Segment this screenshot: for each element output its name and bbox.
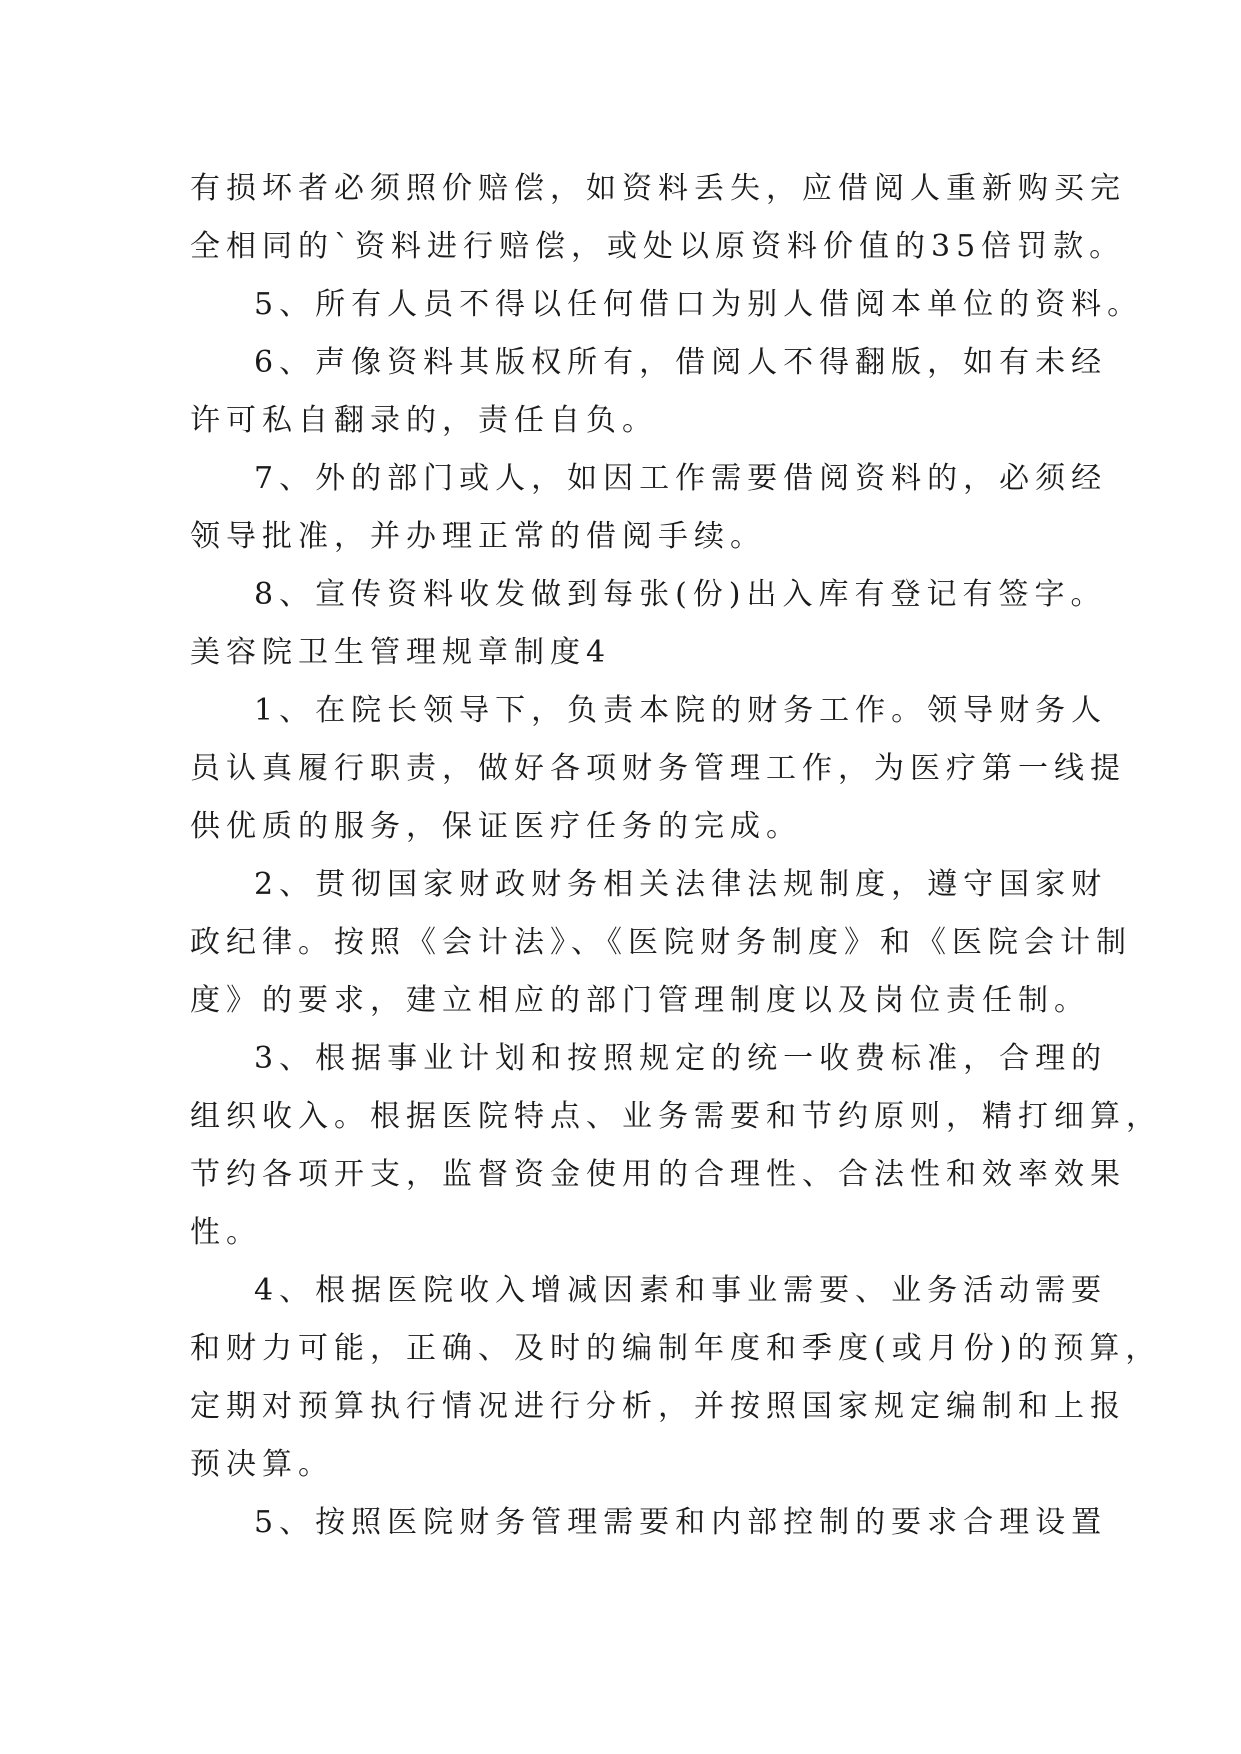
text-line: 2、贯彻国家财政财务相关法律法规制度，遵守国家财 — [254, 867, 1108, 902]
text-line: 供优质的服务，保证医疗任务的完成。 — [190, 809, 802, 844]
text-line: 7、外的部门或人，如因工作需要借阅资料的，必须经 — [254, 461, 1108, 496]
text-line: 节约各项开支，监督资金使用的合理性、合法性和效率效果 — [190, 1157, 1126, 1192]
text-line: 度》的要求，建立相应的部门管理制度以及岗位责任制。 — [190, 983, 1090, 1018]
text-line: 全相同的`资料进行赔偿，或处以原资料价值的35倍罚款。 — [190, 229, 1126, 264]
text-line: 预决算。 — [190, 1447, 334, 1482]
text-line: 5、按照医院财务管理需要和内部控制的要求合理设置 — [254, 1505, 1108, 1540]
text-line: 许可私自翻录的，责任自负。 — [190, 403, 658, 438]
text-line: 领导批准，并办理正常的借阅手续。 — [190, 519, 766, 554]
document-page — [190, 160, 1162, 1552]
section-heading: 美容院卫生管理规章制度4 — [190, 635, 612, 670]
text-line: 组织收入。根据医院特点、业务需要和节约原则，精打细算， — [190, 1099, 1162, 1134]
text-line: 3、根据事业计划和按照规定的统一收费标准，合理的 — [254, 1041, 1108, 1076]
text-line: 有损坏者必须照价赔偿，如资料丢失，应借阅人重新购买完 — [190, 171, 1126, 206]
text-line: 和财力可能，正确、及时的编制年度和季度(或月份)的预算， — [190, 1331, 1162, 1366]
text-line: 定期对预算执行情况进行分析，并按照国家规定编制和上报 — [190, 1389, 1126, 1424]
text-line: 8、宣传资料收发做到每张(份)出入库有登记有签字。 — [254, 577, 1107, 612]
text-line: 员认真履行职责，做好各项财务管理工作，为医疗第一线提 — [190, 751, 1126, 786]
text-line: 1、在院长领导下，负责本院的财务工作。领导财务人 — [254, 693, 1108, 728]
text-line: 性。 — [190, 1215, 262, 1250]
text-line: 6、声像资料其版权所有，借阅人不得翻版，如有未经 — [254, 345, 1108, 380]
text-line: 5、所有人员不得以任何借口为别人借阅本单位的资料。 — [254, 287, 1144, 322]
text-line: 政纪律。按照《会计法》、《医院财务制度》和《医院会计制 — [190, 925, 1132, 960]
text-line: 4、根据医院收入增减因素和事业需要、业务活动需要 — [254, 1273, 1108, 1308]
